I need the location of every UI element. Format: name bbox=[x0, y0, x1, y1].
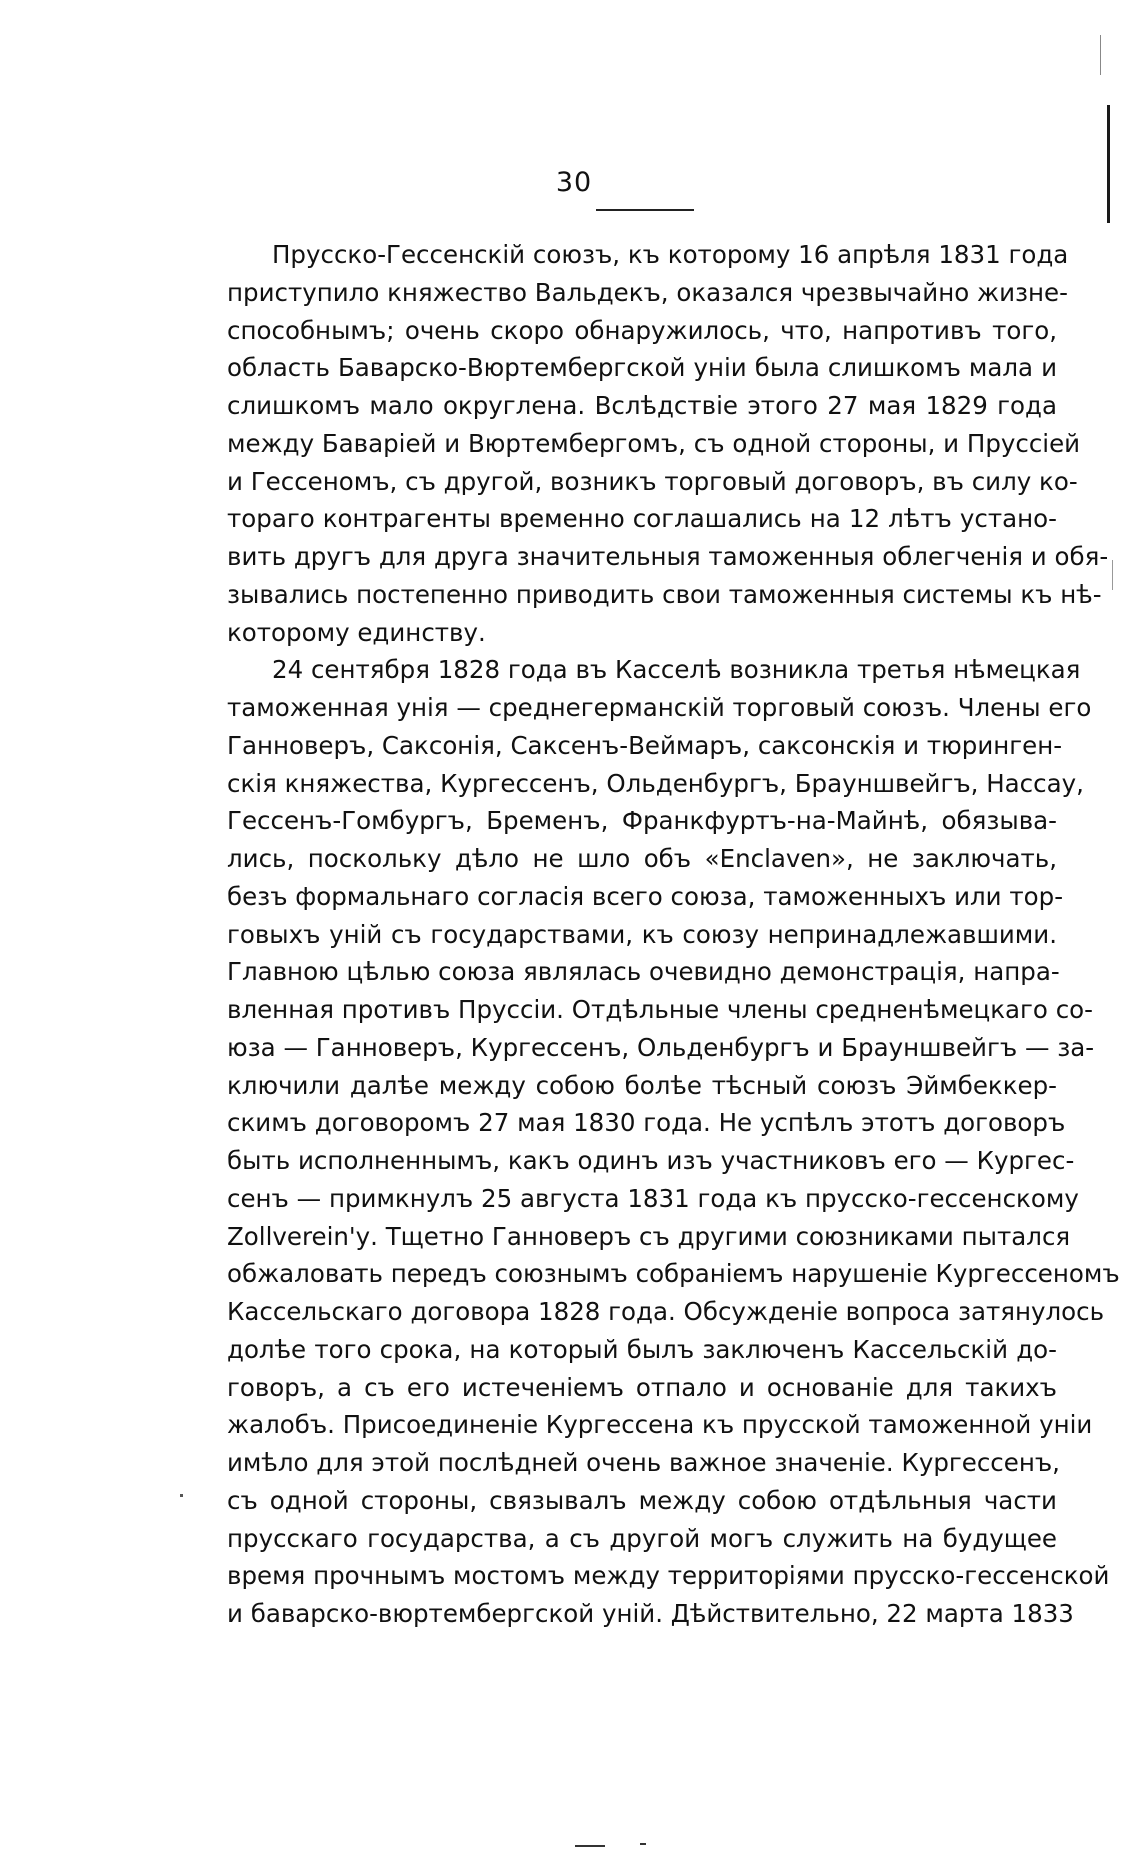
body-text bbox=[227, 236, 1120, 1633]
scan-edge-mark bbox=[1107, 105, 1110, 223]
scan-edge-mark bbox=[1100, 35, 1101, 75]
text-line: быть исполненнымъ, какъ одинъ изъ участниковъ его — Кургес- bbox=[227, 1146, 1075, 1175]
text-line: Прусско-Гессенскій союзъ, къ которому 16 апрѣля 1831 года bbox=[272, 240, 1069, 269]
text-line: сенъ — примкнулъ 25 августа 1831 года къ прусско-гессенскому bbox=[227, 1183, 1079, 1213]
text-line: вленная противъ Пруссіи. Отдѣльные члены средненѣмецкаго со- bbox=[227, 995, 1093, 1024]
text-line: способнымъ; очень скоро обнаружилось, что, напротивъ того, bbox=[227, 315, 1057, 345]
text-line: долѣе того срока, на который былъ заключенъ Кассельскій до- bbox=[227, 1334, 1057, 1364]
text-line: тораго контрагенты временно соглашались на 12 лѣтъ устано- bbox=[227, 504, 1057, 534]
text-line: имѣло для этой послѣдней очень важное значеніе. Кургессенъ, bbox=[227, 1448, 1060, 1477]
text-line: Гессенъ-Гомбургъ, Бременъ, Франкфуртъ-на-Майнѣ, обязыва- bbox=[227, 806, 1057, 836]
text-line: юза — Ганноверъ, Кургессенъ, Ольденбургъ и Брауншвейгъ — за- bbox=[227, 1032, 1095, 1062]
text-line: таможенная унія — среднегерманскій торговый союзъ. Члены его bbox=[227, 693, 1092, 722]
text-line: скимъ договоромъ 27 мая 1830 года. Не успѣлъ этотъ договоръ bbox=[227, 1108, 1066, 1138]
text-line: время прочнымъ мостомъ между территоріями прусско-гессенской bbox=[227, 1561, 1110, 1591]
text-line: зывались постепенно приводить свои таможенныя системы къ нѣ- bbox=[227, 579, 1102, 609]
text-line: лись, поскольку дѣло не шло объ «Enclaven», не заключать, bbox=[227, 844, 1057, 873]
text-line: и баварско-вюртембергской уній. Дѣйствительно, 22 марта 1833 bbox=[227, 1599, 1074, 1628]
text-line: вить другъ для друга значительныя таможенныя облегченія и обя- bbox=[227, 542, 1109, 571]
text-line: 24 сентября 1828 года въ Касселѣ возникла третья нѣмецкая bbox=[272, 655, 1081, 685]
text-line: безъ формальнаго согласія всего союза, таможенныхъ или тор- bbox=[227, 881, 1064, 911]
scan-bottom-mark bbox=[575, 1845, 605, 1847]
text-line: говыхъ уній съ государствами, къ союзу непринадлежавшими. bbox=[227, 919, 1057, 949]
text-line: Ганноверъ, Саксонія, Саксенъ-Веймаръ, саксонскія и тюринген- bbox=[227, 730, 1063, 760]
page-number-rule bbox=[596, 209, 694, 211]
text-line: которому единству. bbox=[227, 617, 486, 647]
text-line: и Гессеномъ, съ другой, возникъ торговый договоръ, въ силу ко- bbox=[227, 466, 1078, 496]
text-line: жалобъ. Присоединеніе Кургессена къ прусской таможенной уніи bbox=[227, 1410, 1093, 1440]
text-line: прусскаго государства, а съ другой могъ служить на будущее bbox=[227, 1523, 1057, 1553]
text-line: съ одной стороны, связывалъ между собою отдѣльныя части bbox=[227, 1485, 1057, 1515]
text-line: область Баварско-Вюртембергской уніи была слишкомъ мала и bbox=[227, 353, 1057, 383]
text-line: обжаловать передъ союзнымъ собраніемъ нарушеніе Кургессеномъ bbox=[227, 1259, 1120, 1289]
text-line: говоръ, а съ его истеченіемъ отпало и основаніе для такихъ bbox=[227, 1372, 1057, 1402]
scan-edge-mark bbox=[1112, 560, 1113, 590]
text-line: Zollverein'у. Тщетно Ганноверъ съ другими союзниками пытался bbox=[227, 1221, 1071, 1251]
scan-bottom-mark bbox=[640, 1843, 646, 1845]
text-line: скія княжества, Кургессенъ, Ольденбургъ, Брауншвейгъ, Нассау, bbox=[227, 768, 1084, 798]
text-line: слишкомъ мало округлена. Вслѣдствіе этого 27 мая 1829 года bbox=[227, 391, 1057, 420]
text-line: Главною цѣлью союза являлась очевидно демонстрація, напра- bbox=[227, 957, 1060, 987]
page-number: 30 bbox=[555, 167, 593, 198]
text-line: приступило княжество Вальдекъ, оказался чрезвычайно жизне- bbox=[227, 277, 1068, 307]
scan-dot-mark bbox=[180, 1494, 183, 1497]
text-line: ключили далѣе между собою болѣе тѣсный союзъ Эймбеккер- bbox=[227, 1070, 1057, 1100]
text-line: Кассельскаго договора 1828 года. Обсужденіе вопроса затянулось bbox=[227, 1297, 1105, 1326]
text-line: между Баваріей и Вюртембергомъ, съ одной стороны, и Пруссіей bbox=[227, 428, 1081, 458]
